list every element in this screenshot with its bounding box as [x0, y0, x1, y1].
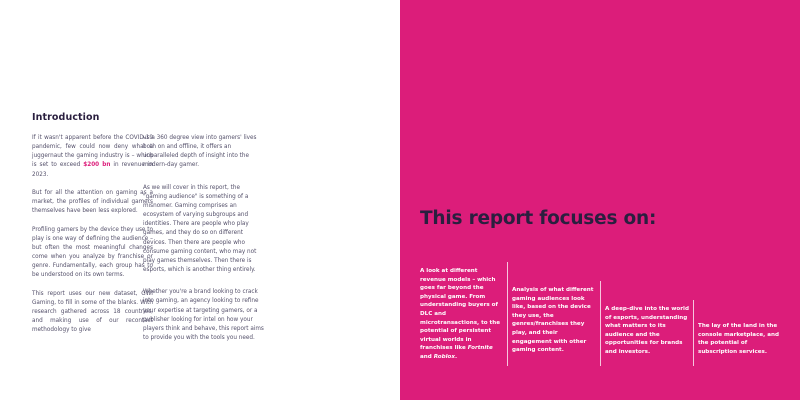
intro-paragraph: But for all the attention on gaming as a market, the profiles of individual gamers themselves have been less explored. — [32, 189, 153, 215]
revenue-highlight: $200 bn — [83, 162, 111, 169]
column-divider — [693, 300, 694, 366]
column-divider — [507, 262, 508, 366]
intro-paragraph: As we will cover in this report, the "gaming audience" is something of a misnomer. Gaming comprises an ecosystem of varying subgroups and identities. There are people who play games, and they do so on different devices. Then there are people who consume gaming content, who may not play games themselves. Then there is esports, which is another thing entirely. — [143, 184, 257, 274]
intro-paragraph: Profiling gamers by the device they use to play is one way of defining the audience – but often the most meaningful changes come when you analyze by franchise or genre. Fundamentally, each group has to be understood on its own terms. — [32, 226, 153, 279]
intro-column-2 — [143, 134, 264, 352]
intro-column-1 — [32, 134, 153, 345]
intro-paragraph: us a 360 degree view into gamers' lives both on and offline, it offers an unparalleled depth of insight into the modern-day gamer. — [143, 135, 257, 169]
intro-paragraph: If it wasn't apparent before the COVID-19 pandemic, few could now deny what a juggernaut the gaming industry is – which is set to exceed $200 bn in revenue in 2023. — [32, 135, 153, 178]
intro-paragraph: This report uses our new dataset, GWI Gaming, to fill in some of the blanks. With research gathered across 18 countries, and making use of our recontact methodology to give — [32, 290, 153, 334]
focus-title: This report focuses on: — [420, 208, 657, 229]
focus-item-console: The lay of the land in the console marketplace, and the potential of subscription services. — [698, 323, 780, 355]
focus-item-revenue-models: A look at different revenue models – which goes far beyond the physical game. From understanding buyers of DLC and microtransactions, to the potential of persistent virtual worlds in franchises like Fortnite and Roblox. — [420, 268, 501, 360]
column-divider — [600, 281, 601, 366]
focus-item-esports: A deep-dive into the world of esports, understanding what matters to its audience and the opportunities for brands and investors. — [605, 306, 689, 355]
intro-heading: Introduction — [32, 112, 100, 123]
intro-paragraph: Whether you're a brand looking to crack into gaming, an agency looking to refine your expertise at targeting gamers, or a publisher looking for intel on how your players think and behave, this report aims to provide you with the tools you need. — [143, 289, 264, 341]
right-page — [400, 0, 800, 400]
focus-item-audiences: Analysis of what different gaming audiences look like, based on the device they use, the genres/franchises they play, and their engagement with other gaming content. — [512, 287, 594, 354]
